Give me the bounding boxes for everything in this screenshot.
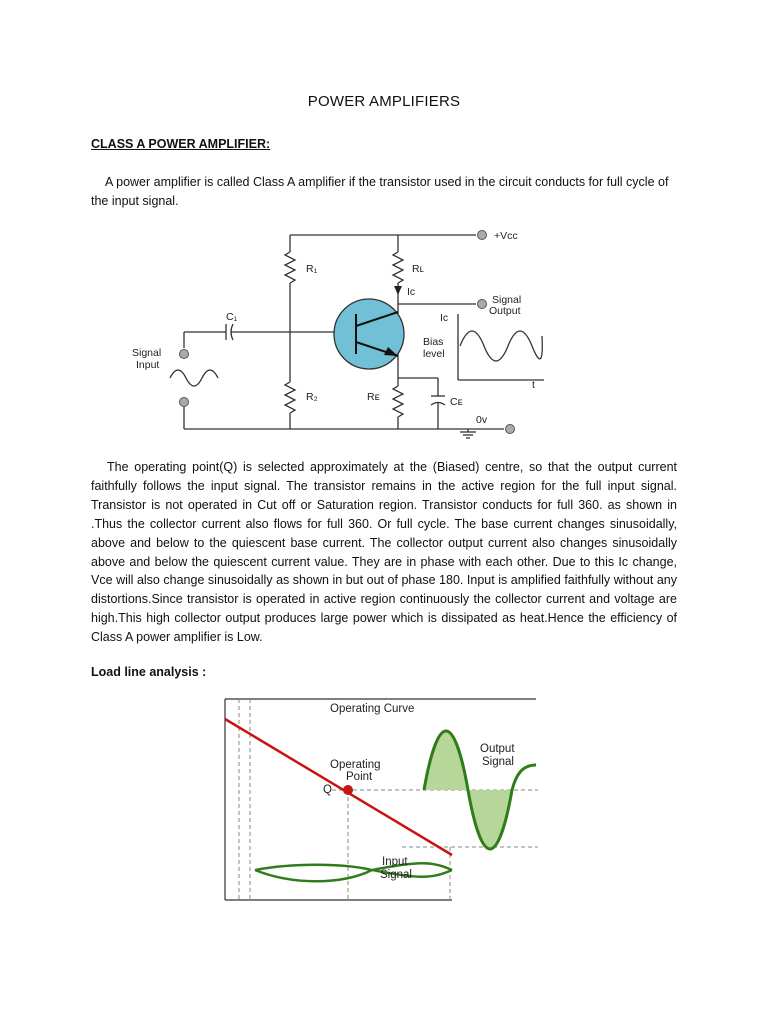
operating-curve-label: Operating Curve [330, 703, 415, 715]
rl-label: Rʟ [412, 263, 424, 275]
intro-text: A power amplifier is called Class A amplifier if the transistor used in the circuit conducts for full cycle of the input signal. [91, 175, 669, 208]
page-title: POWER AMPLIFIERS [307, 93, 461, 110]
bias-label-1: Bias [423, 336, 444, 348]
q-label: Q [323, 784, 332, 796]
input-signal-label-2: Signal [380, 869, 412, 881]
ce-label: Cᴇ [450, 396, 463, 408]
signal-input-label-1: Signal [132, 347, 162, 359]
load-line [225, 719, 452, 855]
vcc-label: +Vcc [494, 230, 518, 242]
r2-label: R₂ [306, 391, 318, 403]
transistor-icon [334, 299, 404, 369]
body-paragraph [91, 458, 677, 647]
c1-label: C₁ [226, 311, 238, 323]
operating-point-label-1: Operating [330, 759, 381, 771]
body-text: The operating point(Q) is selected approximately at the (Biased) centre, so that the output current faithfully follows the input signal. The transistor remains in the active region for the full input signal. Transistor is not operated in Cut off or Saturation region. Transistor conducts for full 360. as shown in .Thus the collector current also flows for full 360. Or full cycle. The base current changes sinusoidally, above and below to the quiescent base current. The collector output current also changes sinusoidally above and below the quiescent current value. They are in phase with each other. Due to this Ic change, Vce will also change sinusoidally as shown in but out of phase 180. Input is amplified faithfully without any distortions.Since transistor is operated in active region continuously the collector current and voltage are high.This high collector output produces large power which is dissipated as heat.Hence the efficiency of Class A power amplifier is Low. [91, 460, 677, 645]
r1-label: R₁ [306, 263, 318, 275]
class-a-amplifier-circuit [120, 218, 560, 448]
t-axis-label: t [532, 379, 535, 391]
bias-label-2: level [423, 348, 445, 360]
q-point [343, 785, 353, 795]
output-signal-label-1: Output [480, 743, 515, 755]
re-label: Rᴇ [367, 391, 380, 403]
intro-paragraph [91, 173, 681, 211]
ic-axis-label: Ic [440, 312, 449, 324]
ground-label: 0v [476, 414, 488, 426]
signal-output-label-2: Output [489, 305, 521, 317]
signal-output-label-1: Signal [492, 294, 522, 306]
signal-input-label-2: Input [136, 359, 160, 371]
operating-point-label-2: Point [346, 771, 373, 783]
load-line-heading: Load line analysis : [91, 665, 207, 679]
output-signal-label-2: Signal [482, 756, 514, 768]
input-signal-label-1: Input [382, 856, 408, 868]
input-signal-wave [255, 863, 452, 881]
section-heading: CLASS A POWER AMPLIFIER: [91, 137, 271, 151]
load-line-diagram [222, 695, 538, 905]
ic-arrow-label: Iᴄ [407, 286, 416, 298]
